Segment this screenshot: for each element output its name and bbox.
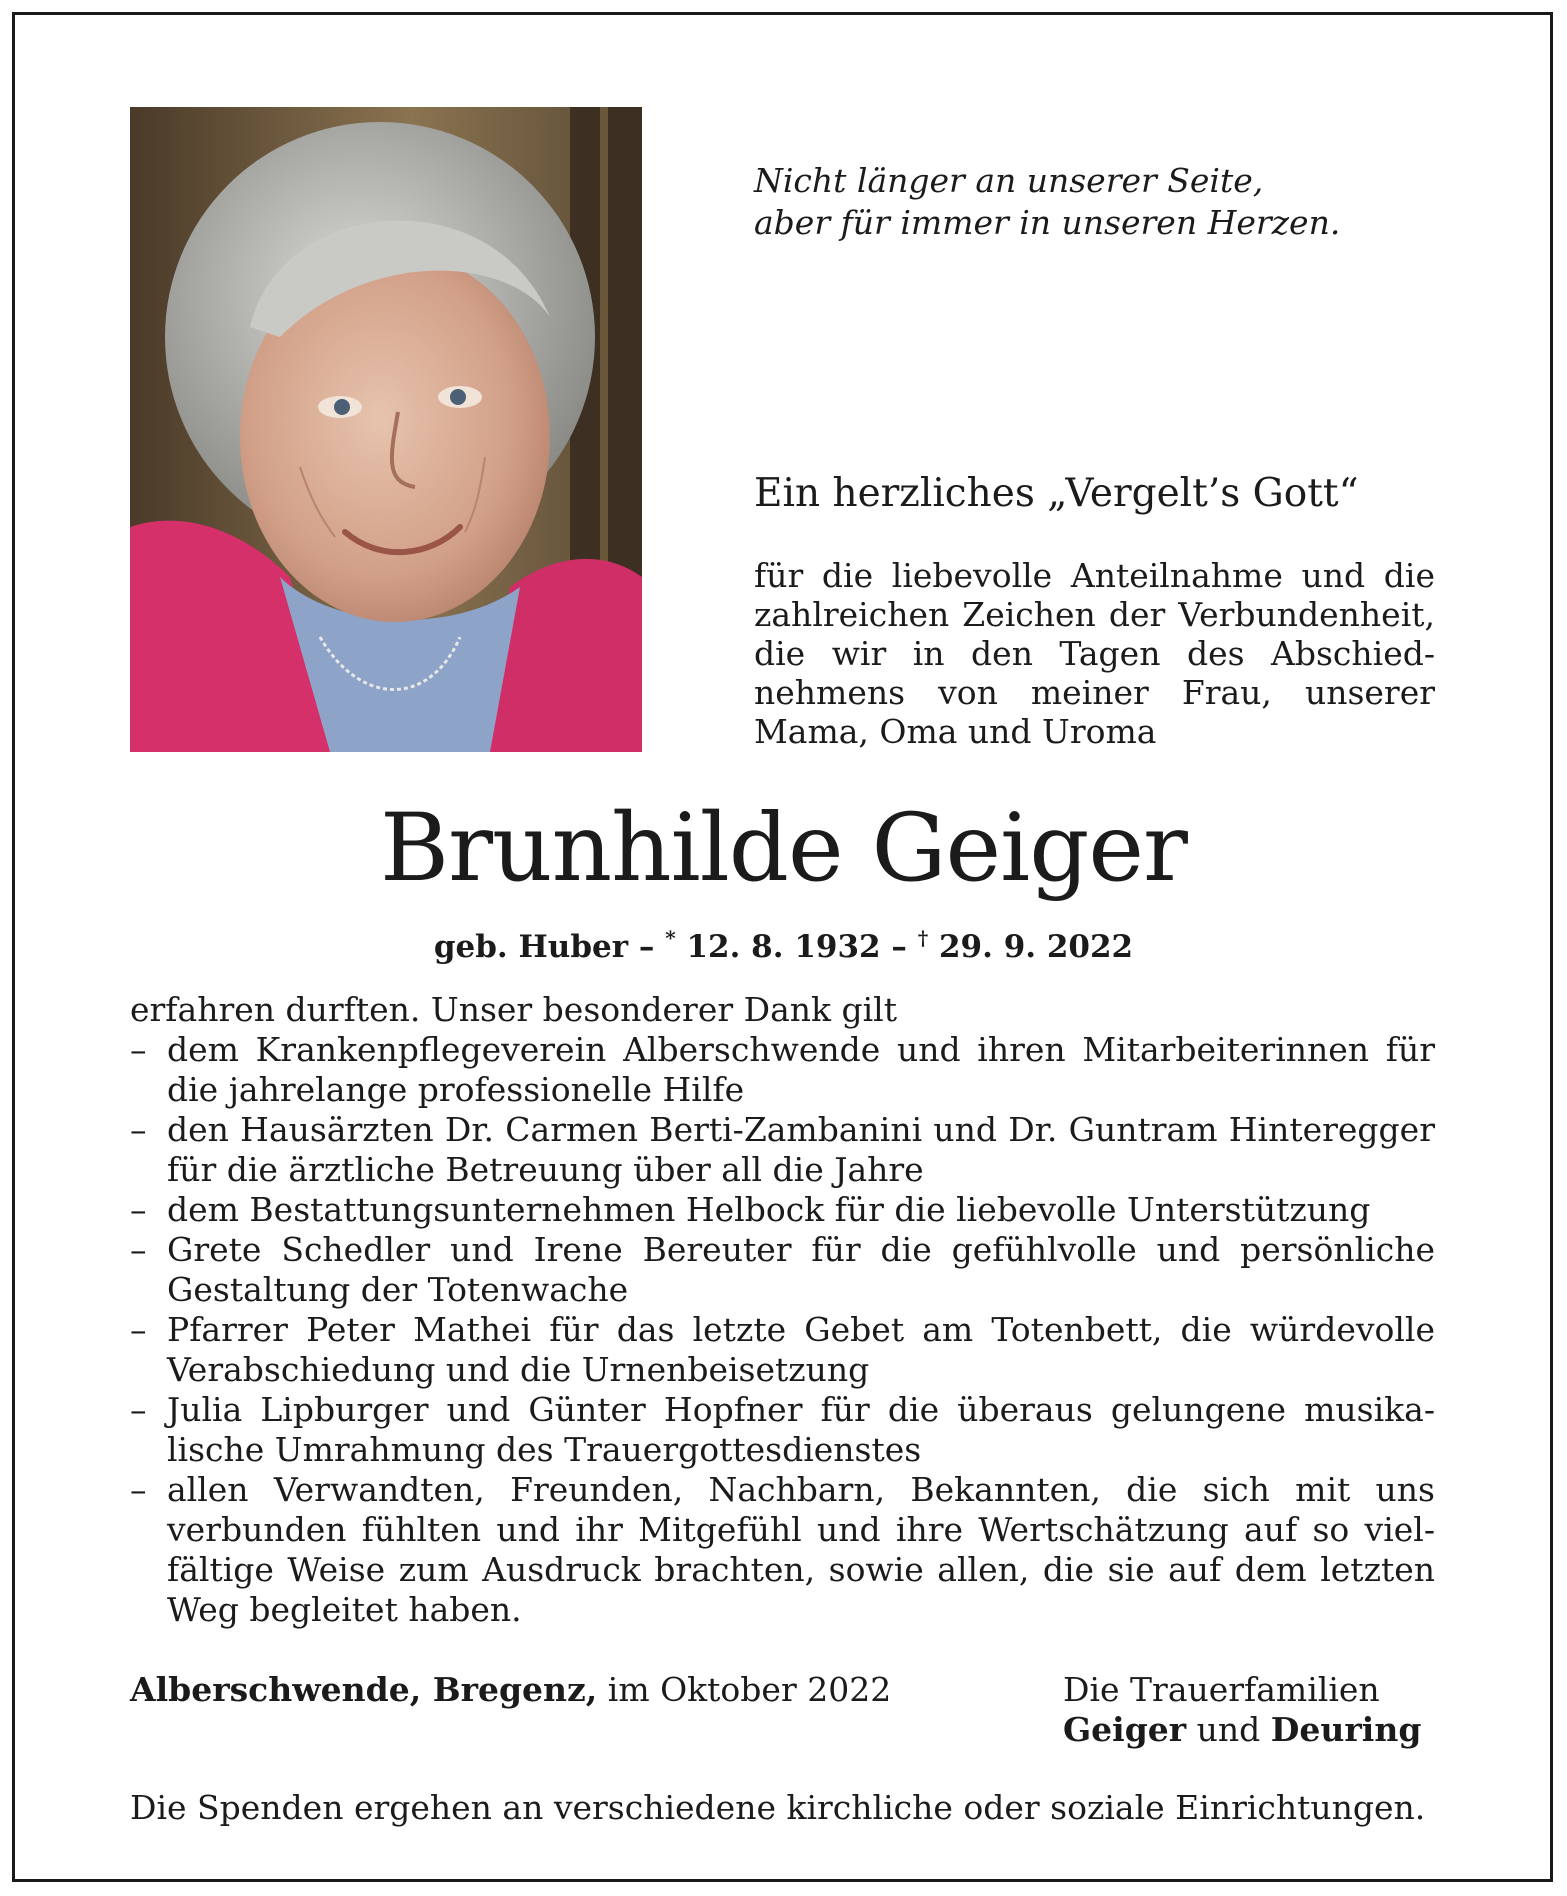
donation-note: Die Spenden ergehen an verschiedene kirchliche oder soziale Einrichtungen.: [130, 1788, 1426, 1827]
quote-line-1: Nicht länger an unserer Seite,: [754, 161, 1264, 200]
thanks-list: [130, 1030, 1435, 1630]
birth-name: geb. Huber: [433, 929, 629, 965]
family-names: [1063, 1710, 1421, 1750]
birth-symbol: *: [665, 926, 676, 950]
family-label: Die Trauerfamilien: [1063, 1670, 1380, 1709]
quote-line-2: aber für immer in unseren Herzen.: [754, 203, 1341, 242]
date-text: im Oktober 2022: [597, 1670, 892, 1709]
list-item: – allen Verwandten, Freunden, Nachbarn, Bekannten, die sich mit uns verbunden fühlten und ihr Mitgefühl und ihre Wertschätzung auf so vielfältige Weise zum Ausdruck brachten, sowie allen, die sie auf dem letzten Weg begleitet haben.: [130, 1470, 1435, 1630]
death-symbol: †: [917, 926, 929, 950]
portrait-photo: [130, 107, 642, 752]
continuation-line: erfahren durften. Unser besonderer Dank gilt: [130, 990, 897, 1029]
birth-date: 12. 8. 1932: [675, 929, 881, 965]
list-item: – Pfarrer Peter Mathei für das letzte Gebet am Totenbett, die würdevolle Verabschiedung und die Urnenbeisetzung: [130, 1310, 1435, 1390]
death-date: 29. 9. 2022: [928, 929, 1134, 965]
dash: –: [880, 929, 918, 965]
life-dates: [0, 918, 1567, 967]
intro-paragraph: für die liebevolle Anteilnahme und die zahlreichen Zeichen der Verbundenheit, die wir in den Tagen des Abschiednehmens von meiner Frau, unserer Mama, Oma und Uroma: [754, 556, 1435, 751]
dash: –: [628, 929, 666, 965]
family-joiner: und: [1186, 1710, 1271, 1749]
list-item: – dem Krankenpflegeverein Alberschwende und ihren Mitarbeiterinnen für die jahrelange professionelle Hilfe: [130, 1030, 1435, 1110]
list-item: – den Hausärzten Dr. Carmen Berti-Zambanini und Dr. Guntram Hinteregger für die ärztliche Betreuung über all die Jahre: [130, 1110, 1435, 1190]
family-signature: [1063, 1670, 1421, 1750]
place: Alberschwende, Bregenz,: [130, 1670, 598, 1709]
family-name-deuring: Deuring: [1270, 1710, 1422, 1749]
list-item: – Grete Schedler und Irene Bereuter für die gefühlvolle und persönliche Gestaltung der Totenwache: [130, 1230, 1435, 1310]
list-item: – dem Bestattungsunternehmen Helbock für die liebevolle Unterstützung: [130, 1190, 1435, 1230]
list-item: – Julia Lipburger und Günter Hopfner für die überaus gelungene musikalische Umrahmung des Trauergottesdienstes: [130, 1390, 1435, 1470]
family-name-geiger: Geiger: [1063, 1710, 1187, 1749]
place-date: [130, 1670, 891, 1710]
memorial-quote: [754, 160, 1454, 244]
deceased-name: Brunhilde Geiger: [380, 794, 1187, 903]
thanks-body: [130, 990, 1435, 1630]
thanks-heading: Ein herzliches „Vergelt’s Gott“: [754, 471, 1359, 516]
